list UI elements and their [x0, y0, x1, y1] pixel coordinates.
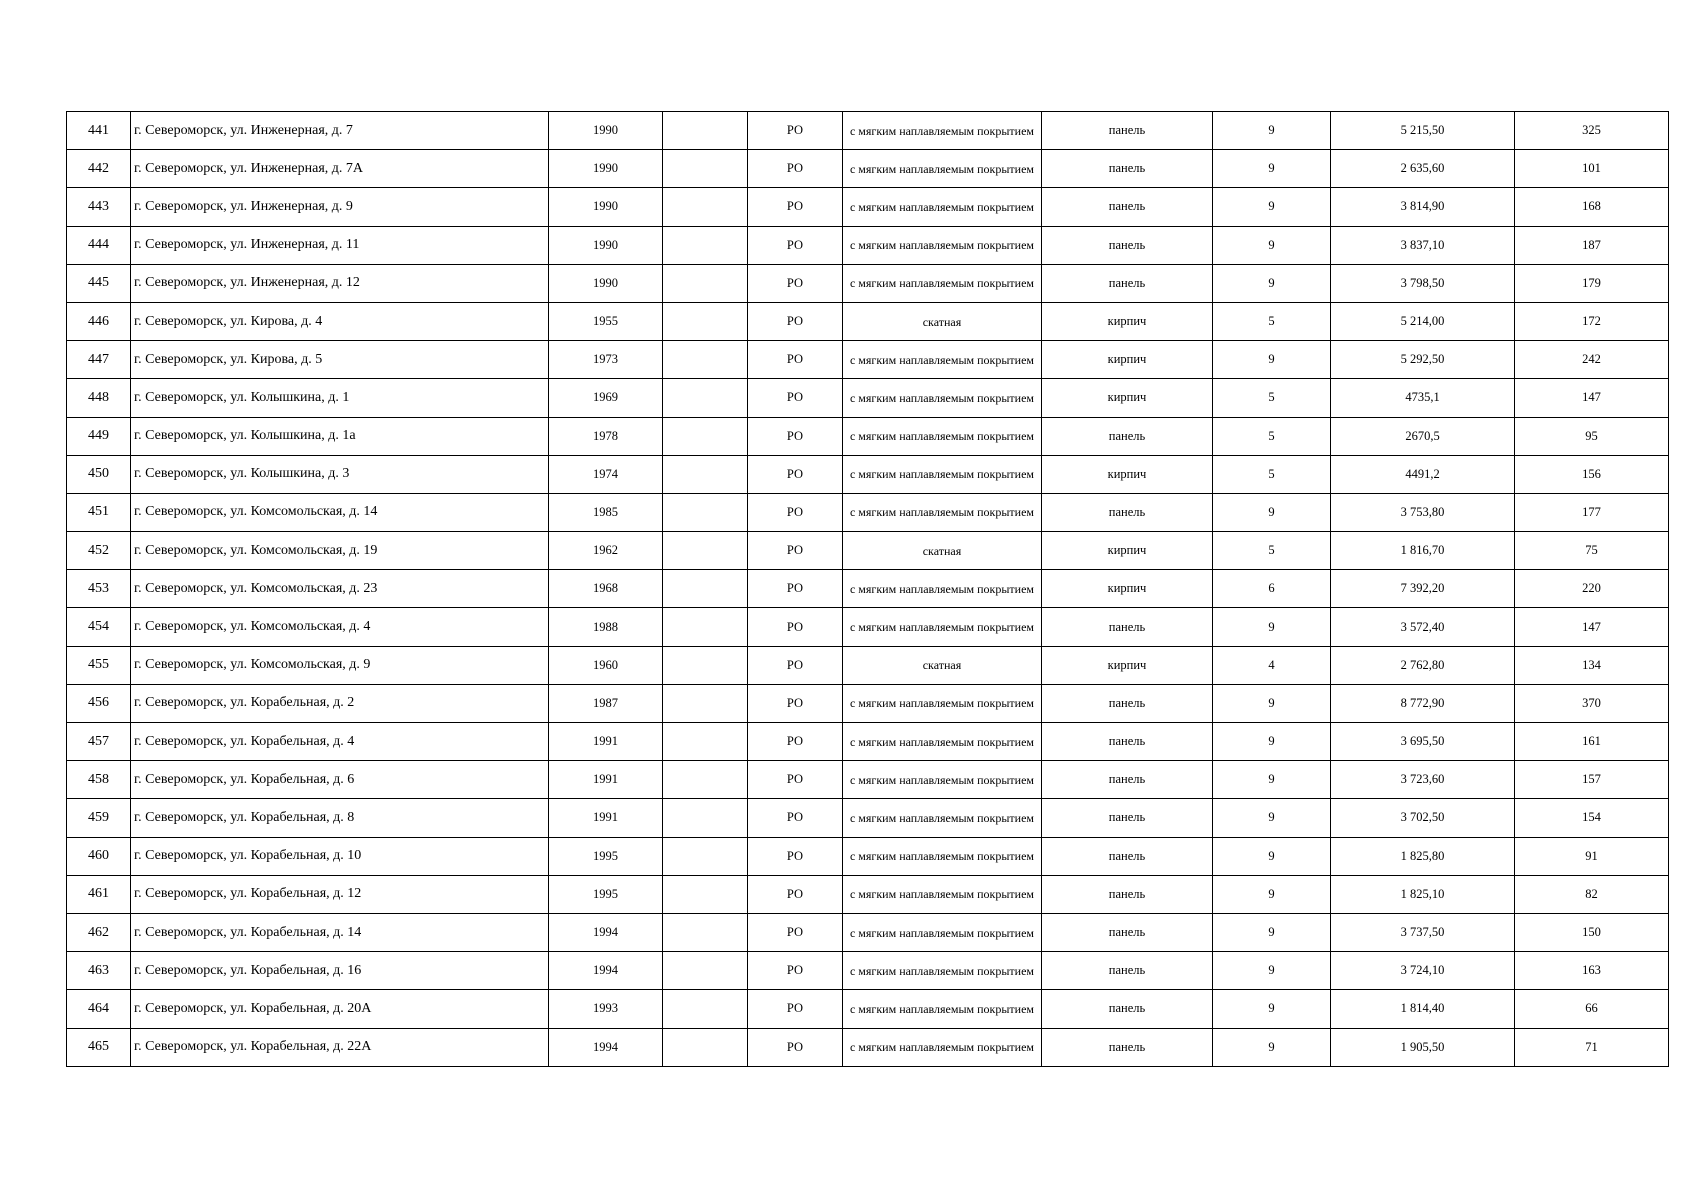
row-number-cell: 464 — [67, 990, 131, 1028]
total-area-cell: 3 724,10 — [1331, 952, 1515, 990]
table-row — [67, 608, 1669, 646]
floors-cell: 9 — [1213, 264, 1331, 302]
floors-cell: 5 — [1213, 455, 1331, 493]
total-area-cell: 3 837,10 — [1331, 226, 1515, 264]
table-row — [67, 952, 1669, 990]
program-type-cell: РО — [748, 837, 843, 875]
row-number-cell: 457 — [67, 723, 131, 761]
program-type-cell: РО — [748, 532, 843, 570]
program-type-cell: РО — [748, 379, 843, 417]
total-area-cell: 1 814,40 — [1331, 990, 1515, 1028]
total-area-cell: 1 816,70 — [1331, 532, 1515, 570]
floors-cell: 9 — [1213, 952, 1331, 990]
roof-type-cell: с мягким наплавляемым покрытием — [843, 837, 1042, 875]
table-row — [67, 302, 1669, 340]
wall-material-cell: кирпич — [1042, 302, 1213, 340]
floors-cell: 9 — [1213, 913, 1331, 951]
empty-cell — [663, 1028, 748, 1066]
wall-material-cell: панель — [1042, 875, 1213, 913]
address-cell: г. Североморск, ул. Колышкина, д. 1 — [131, 379, 549, 417]
residents-cell: 147 — [1515, 608, 1669, 646]
wall-material-cell: панель — [1042, 608, 1213, 646]
row-number-cell: 456 — [67, 684, 131, 722]
table-body — [67, 112, 1669, 1067]
program-type-cell: РО — [748, 875, 843, 913]
floors-cell: 5 — [1213, 417, 1331, 455]
address-cell: г. Североморск, ул. Инженерная, д. 12 — [131, 264, 549, 302]
residents-cell: 325 — [1515, 112, 1669, 150]
wall-material-cell: панель — [1042, 226, 1213, 264]
roof-type-cell: скатная — [843, 302, 1042, 340]
floors-cell: 9 — [1213, 761, 1331, 799]
program-type-cell: РО — [748, 341, 843, 379]
roof-type-cell: скатная — [843, 532, 1042, 570]
address-cell: г. Североморск, ул. Корабельная, д. 4 — [131, 723, 549, 761]
program-type-cell: РО — [748, 646, 843, 684]
year-built-cell: 1960 — [549, 646, 663, 684]
residents-cell: 91 — [1515, 837, 1669, 875]
roof-type-cell: с мягким наплавляемым покрытием — [843, 684, 1042, 722]
empty-cell — [663, 455, 748, 493]
residents-cell: 179 — [1515, 264, 1669, 302]
empty-cell — [663, 341, 748, 379]
year-built-cell: 1991 — [549, 761, 663, 799]
address-cell: г. Североморск, ул. Инженерная, д. 11 — [131, 226, 549, 264]
table-row — [67, 532, 1669, 570]
wall-material-cell: панель — [1042, 1028, 1213, 1066]
roof-type-cell: с мягким наплавляемым покрытием — [843, 188, 1042, 226]
roof-type-cell: с мягким наплавляемым покрытием — [843, 875, 1042, 913]
row-number-cell: 450 — [67, 455, 131, 493]
residents-cell: 370 — [1515, 684, 1669, 722]
year-built-cell: 1988 — [549, 608, 663, 646]
address-cell: г. Североморск, ул. Корабельная, д. 20А — [131, 990, 549, 1028]
residents-cell: 101 — [1515, 150, 1669, 188]
row-number-cell: 441 — [67, 112, 131, 150]
floors-cell: 9 — [1213, 226, 1331, 264]
program-type-cell: РО — [748, 990, 843, 1028]
table-row — [67, 875, 1669, 913]
year-built-cell: 1994 — [549, 952, 663, 990]
residents-cell: 156 — [1515, 455, 1669, 493]
row-number-cell: 463 — [67, 952, 131, 990]
empty-cell — [663, 913, 748, 951]
roof-type-cell: с мягким наплавляемым покрытием — [843, 226, 1042, 264]
year-built-cell: 1990 — [549, 226, 663, 264]
address-cell: г. Североморск, ул. Комсомольская, д. 4 — [131, 608, 549, 646]
roof-type-cell: с мягким наплавляемым покрытием — [843, 723, 1042, 761]
program-type-cell: РО — [748, 302, 843, 340]
floors-cell: 9 — [1213, 684, 1331, 722]
program-type-cell: РО — [748, 455, 843, 493]
row-number-cell: 451 — [67, 493, 131, 531]
wall-material-cell: панель — [1042, 150, 1213, 188]
wall-material-cell: панель — [1042, 493, 1213, 531]
empty-cell — [663, 264, 748, 302]
year-built-cell: 1991 — [549, 723, 663, 761]
roof-type-cell: с мягким наплавляемым покрытием — [843, 150, 1042, 188]
address-cell: г. Североморск, ул. Комсомольская, д. 23 — [131, 570, 549, 608]
row-number-cell: 462 — [67, 913, 131, 951]
residents-cell: 163 — [1515, 952, 1669, 990]
year-built-cell: 1990 — [549, 264, 663, 302]
program-type-cell: РО — [748, 684, 843, 722]
address-cell: г. Североморск, ул. Корабельная, д. 22А — [131, 1028, 549, 1066]
wall-material-cell: панель — [1042, 264, 1213, 302]
roof-type-cell: с мягким наплавляемым покрытием — [843, 990, 1042, 1028]
floors-cell: 9 — [1213, 150, 1331, 188]
table-row — [67, 379, 1669, 417]
table-row — [67, 570, 1669, 608]
wall-material-cell: кирпич — [1042, 379, 1213, 417]
residents-cell: 95 — [1515, 417, 1669, 455]
residents-cell: 134 — [1515, 646, 1669, 684]
row-number-cell: 446 — [67, 302, 131, 340]
empty-cell — [663, 112, 748, 150]
floors-cell: 9 — [1213, 799, 1331, 837]
residents-cell: 157 — [1515, 761, 1669, 799]
residents-cell: 168 — [1515, 188, 1669, 226]
program-type-cell: РО — [748, 952, 843, 990]
year-built-cell: 1990 — [549, 112, 663, 150]
residents-cell: 75 — [1515, 532, 1669, 570]
empty-cell — [663, 990, 748, 1028]
residents-cell: 82 — [1515, 875, 1669, 913]
total-area-cell: 1 825,10 — [1331, 875, 1515, 913]
floors-cell: 9 — [1213, 875, 1331, 913]
program-type-cell: РО — [748, 112, 843, 150]
row-number-cell: 454 — [67, 608, 131, 646]
floors-cell: 4 — [1213, 646, 1331, 684]
address-cell: г. Североморск, ул. Кирова, д. 5 — [131, 341, 549, 379]
year-built-cell: 1991 — [549, 799, 663, 837]
residents-cell: 177 — [1515, 493, 1669, 531]
row-number-cell: 442 — [67, 150, 131, 188]
roof-type-cell: с мягким наплавляемым покрытием — [843, 341, 1042, 379]
year-built-cell: 1994 — [549, 913, 663, 951]
residents-cell: 220 — [1515, 570, 1669, 608]
roof-type-cell: с мягким наплавляемым покрытием — [843, 570, 1042, 608]
table-row — [67, 761, 1669, 799]
year-built-cell: 1990 — [549, 150, 663, 188]
floors-cell: 9 — [1213, 990, 1331, 1028]
address-cell: г. Североморск, ул. Корабельная, д. 8 — [131, 799, 549, 837]
year-built-cell: 1973 — [549, 341, 663, 379]
table-row — [67, 646, 1669, 684]
empty-cell — [663, 493, 748, 531]
wall-material-cell: панель — [1042, 990, 1213, 1028]
wall-material-cell: панель — [1042, 799, 1213, 837]
row-number-cell: 459 — [67, 799, 131, 837]
empty-cell — [663, 379, 748, 417]
table-row — [67, 990, 1669, 1028]
housing-registry-table — [66, 111, 1669, 1067]
total-area-cell: 2 635,60 — [1331, 150, 1515, 188]
row-number-cell: 455 — [67, 646, 131, 684]
total-area-cell: 5 214,00 — [1331, 302, 1515, 340]
table-row — [67, 684, 1669, 722]
floors-cell: 9 — [1213, 837, 1331, 875]
empty-cell — [663, 532, 748, 570]
row-number-cell: 449 — [67, 417, 131, 455]
year-built-cell: 1987 — [549, 684, 663, 722]
empty-cell — [663, 302, 748, 340]
floors-cell: 6 — [1213, 570, 1331, 608]
roof-type-cell: скатная — [843, 646, 1042, 684]
row-number-cell: 465 — [67, 1028, 131, 1066]
residents-cell: 172 — [1515, 302, 1669, 340]
floors-cell: 9 — [1213, 112, 1331, 150]
roof-type-cell: с мягким наплавляемым покрытием — [843, 913, 1042, 951]
total-area-cell: 3 798,50 — [1331, 264, 1515, 302]
total-area-cell: 2670,5 — [1331, 417, 1515, 455]
table-row — [67, 1028, 1669, 1066]
total-area-cell: 1 825,80 — [1331, 837, 1515, 875]
program-type-cell: РО — [748, 188, 843, 226]
table-row — [67, 493, 1669, 531]
row-number-cell: 452 — [67, 532, 131, 570]
year-built-cell: 1978 — [549, 417, 663, 455]
address-cell: г. Североморск, ул. Комсомольская, д. 14 — [131, 493, 549, 531]
table-row — [67, 837, 1669, 875]
row-number-cell: 453 — [67, 570, 131, 608]
year-built-cell: 1990 — [549, 188, 663, 226]
total-area-cell: 3 723,60 — [1331, 761, 1515, 799]
residents-cell: 150 — [1515, 913, 1669, 951]
residents-cell: 242 — [1515, 341, 1669, 379]
total-area-cell: 4735,1 — [1331, 379, 1515, 417]
wall-material-cell: кирпич — [1042, 570, 1213, 608]
table-row — [67, 150, 1669, 188]
wall-material-cell: панель — [1042, 761, 1213, 799]
program-type-cell: РО — [748, 226, 843, 264]
address-cell: г. Североморск, ул. Кирова, д. 4 — [131, 302, 549, 340]
row-number-cell: 444 — [67, 226, 131, 264]
table-row — [67, 226, 1669, 264]
roof-type-cell: с мягким наплавляемым покрытием — [843, 1028, 1042, 1066]
program-type-cell: РО — [748, 913, 843, 951]
empty-cell — [663, 417, 748, 455]
year-built-cell: 1962 — [549, 532, 663, 570]
total-area-cell: 3 702,50 — [1331, 799, 1515, 837]
total-area-cell: 7 392,20 — [1331, 570, 1515, 608]
empty-cell — [663, 799, 748, 837]
empty-cell — [663, 150, 748, 188]
roof-type-cell: с мягким наплавляемым покрытием — [843, 761, 1042, 799]
roof-type-cell: с мягким наплавляемым покрытием — [843, 455, 1042, 493]
wall-material-cell: панель — [1042, 188, 1213, 226]
table-row — [67, 417, 1669, 455]
address-cell: г. Североморск, ул. Инженерная, д. 9 — [131, 188, 549, 226]
wall-material-cell: кирпич — [1042, 646, 1213, 684]
program-type-cell: РО — [748, 264, 843, 302]
row-number-cell: 461 — [67, 875, 131, 913]
address-cell: г. Североморск, ул. Корабельная, д. 2 — [131, 684, 549, 722]
row-number-cell: 445 — [67, 264, 131, 302]
address-cell: г. Североморск, ул. Колышкина, д. 3 — [131, 455, 549, 493]
wall-material-cell: панель — [1042, 837, 1213, 875]
roof-type-cell: с мягким наплавляемым покрытием — [843, 608, 1042, 646]
roof-type-cell: с мягким наплавляемым покрытием — [843, 112, 1042, 150]
year-built-cell: 1994 — [549, 1028, 663, 1066]
year-built-cell: 1974 — [549, 455, 663, 493]
empty-cell — [663, 646, 748, 684]
empty-cell — [663, 188, 748, 226]
program-type-cell: РО — [748, 493, 843, 531]
year-built-cell: 1995 — [549, 875, 663, 913]
address-cell: г. Североморск, ул. Корабельная, д. 6 — [131, 761, 549, 799]
address-cell: г. Североморск, ул. Инженерная, д. 7А — [131, 150, 549, 188]
floors-cell: 9 — [1213, 608, 1331, 646]
empty-cell — [663, 684, 748, 722]
wall-material-cell: кирпич — [1042, 455, 1213, 493]
table-row — [67, 913, 1669, 951]
program-type-cell: РО — [748, 417, 843, 455]
empty-cell — [663, 837, 748, 875]
address-cell: г. Североморск, ул. Корабельная, д. 14 — [131, 913, 549, 951]
program-type-cell: РО — [748, 150, 843, 188]
total-area-cell: 2 762,80 — [1331, 646, 1515, 684]
wall-material-cell: панель — [1042, 723, 1213, 761]
program-type-cell: РО — [748, 723, 843, 761]
table-row — [67, 264, 1669, 302]
row-number-cell: 458 — [67, 761, 131, 799]
year-built-cell: 1985 — [549, 493, 663, 531]
program-type-cell: РО — [748, 799, 843, 837]
year-built-cell: 1968 — [549, 570, 663, 608]
table-row — [67, 341, 1669, 379]
year-built-cell: 1993 — [549, 990, 663, 1028]
total-area-cell: 1 905,50 — [1331, 1028, 1515, 1066]
floors-cell: 9 — [1213, 723, 1331, 761]
year-built-cell: 1955 — [549, 302, 663, 340]
program-type-cell: РО — [748, 761, 843, 799]
empty-cell — [663, 226, 748, 264]
wall-material-cell: панель — [1042, 684, 1213, 722]
address-cell: г. Североморск, ул. Корабельная, д. 10 — [131, 837, 549, 875]
floors-cell: 5 — [1213, 379, 1331, 417]
program-type-cell: РО — [748, 570, 843, 608]
roof-type-cell: с мягким наплавляемым покрытием — [843, 379, 1042, 417]
program-type-cell: РО — [748, 608, 843, 646]
wall-material-cell: панель — [1042, 952, 1213, 990]
empty-cell — [663, 875, 748, 913]
year-built-cell: 1969 — [549, 379, 663, 417]
total-area-cell: 3 814,90 — [1331, 188, 1515, 226]
floors-cell: 9 — [1213, 188, 1331, 226]
total-area-cell: 4491,2 — [1331, 455, 1515, 493]
address-cell: г. Североморск, ул. Колышкина, д. 1а — [131, 417, 549, 455]
table-row — [67, 112, 1669, 150]
total-area-cell: 5 215,50 — [1331, 112, 1515, 150]
roof-type-cell: с мягким наплавляемым покрытием — [843, 493, 1042, 531]
row-number-cell: 460 — [67, 837, 131, 875]
empty-cell — [663, 570, 748, 608]
empty-cell — [663, 723, 748, 761]
empty-cell — [663, 761, 748, 799]
address-cell: г. Североморск, ул. Инженерная, д. 7 — [131, 112, 549, 150]
residents-cell: 147 — [1515, 379, 1669, 417]
total-area-cell: 5 292,50 — [1331, 341, 1515, 379]
floors-cell: 5 — [1213, 302, 1331, 340]
wall-material-cell: кирпич — [1042, 532, 1213, 570]
wall-material-cell: панель — [1042, 417, 1213, 455]
address-cell: г. Североморск, ул. Комсомольская, д. 19 — [131, 532, 549, 570]
wall-material-cell: панель — [1042, 112, 1213, 150]
residents-cell: 187 — [1515, 226, 1669, 264]
row-number-cell: 443 — [67, 188, 131, 226]
row-number-cell: 448 — [67, 379, 131, 417]
floors-cell: 9 — [1213, 493, 1331, 531]
residents-cell: 154 — [1515, 799, 1669, 837]
floors-cell: 5 — [1213, 532, 1331, 570]
empty-cell — [663, 952, 748, 990]
roof-type-cell: с мягким наплавляемым покрытием — [843, 264, 1042, 302]
total-area-cell: 3 572,40 — [1331, 608, 1515, 646]
table-row — [67, 723, 1669, 761]
wall-material-cell: панель — [1042, 913, 1213, 951]
program-type-cell: РО — [748, 1028, 843, 1066]
empty-cell — [663, 608, 748, 646]
year-built-cell: 1995 — [549, 837, 663, 875]
row-number-cell: 447 — [67, 341, 131, 379]
total-area-cell: 8 772,90 — [1331, 684, 1515, 722]
table-row — [67, 188, 1669, 226]
floors-cell: 9 — [1213, 341, 1331, 379]
floors-cell: 9 — [1213, 1028, 1331, 1066]
total-area-cell: 3 753,80 — [1331, 493, 1515, 531]
address-cell: г. Североморск, ул. Корабельная, д. 16 — [131, 952, 549, 990]
total-area-cell: 3 695,50 — [1331, 723, 1515, 761]
roof-type-cell: с мягким наплавляемым покрытием — [843, 417, 1042, 455]
residents-cell: 66 — [1515, 990, 1669, 1028]
wall-material-cell: кирпич — [1042, 341, 1213, 379]
roof-type-cell: с мягким наплавляемым покрытием — [843, 952, 1042, 990]
total-area-cell: 3 737,50 — [1331, 913, 1515, 951]
address-cell: г. Североморск, ул. Комсомольская, д. 9 — [131, 646, 549, 684]
roof-type-cell: с мягким наплавляемым покрытием — [843, 799, 1042, 837]
residents-cell: 161 — [1515, 723, 1669, 761]
table-row — [67, 455, 1669, 493]
residents-cell: 71 — [1515, 1028, 1669, 1066]
table-row — [67, 799, 1669, 837]
address-cell: г. Североморск, ул. Корабельная, д. 12 — [131, 875, 549, 913]
